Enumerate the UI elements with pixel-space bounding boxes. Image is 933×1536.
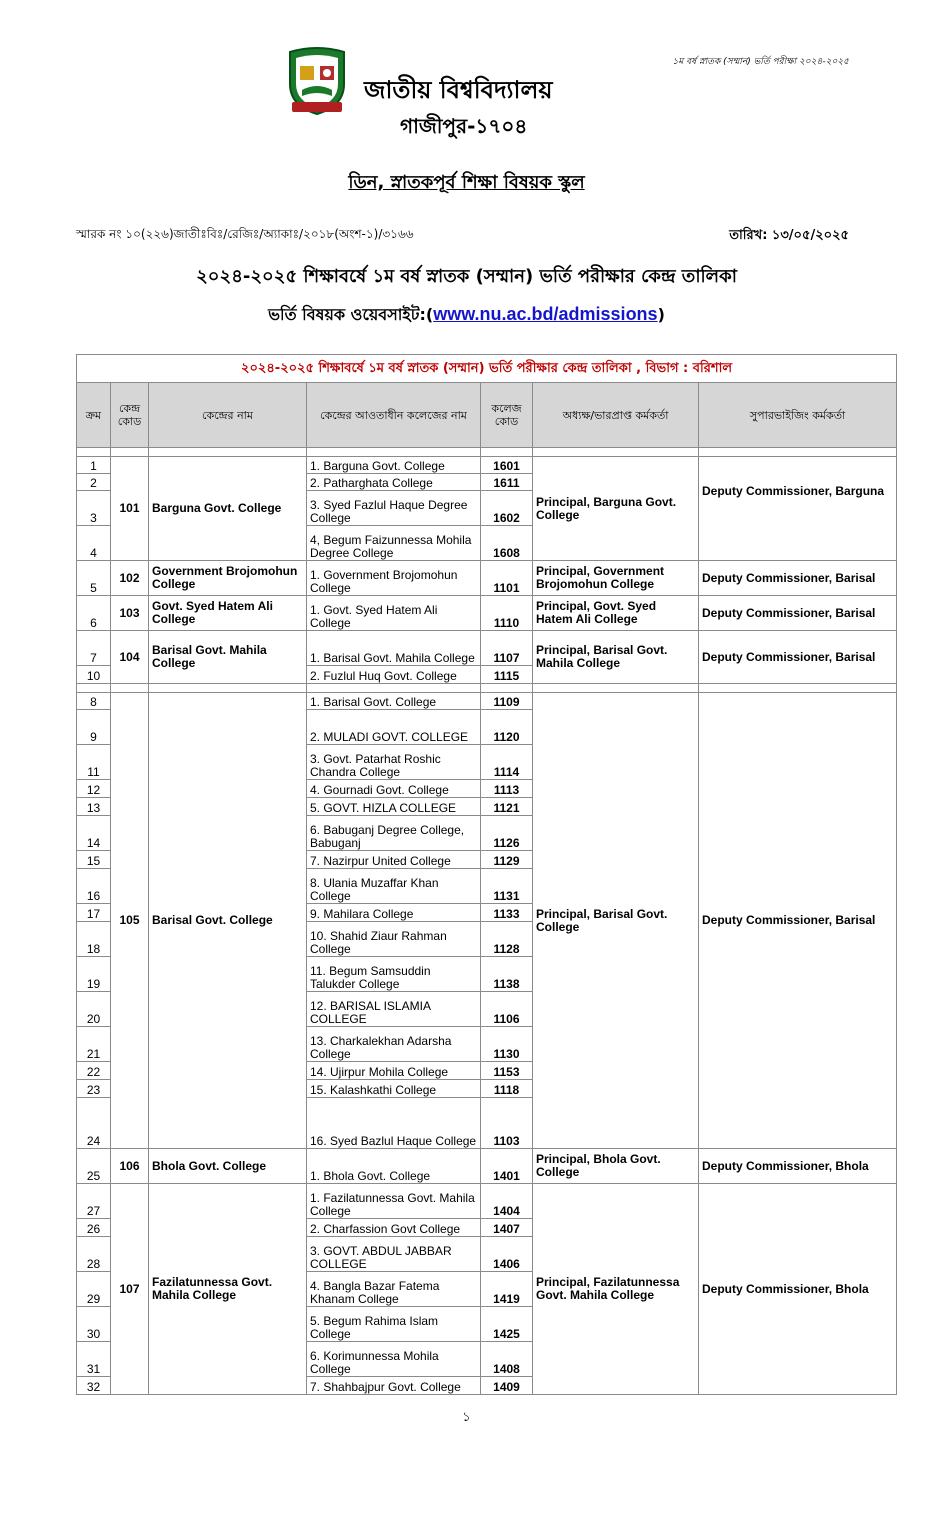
college-code-cell: 1106 [481, 992, 533, 1027]
college-code-cell: 1133 [481, 904, 533, 922]
college-code-cell: 1608 [481, 526, 533, 561]
website-line [0, 302, 933, 329]
center-code-cell: 103 [111, 596, 149, 631]
supervisor-cell: Deputy Commissioner, Barisal [699, 631, 897, 684]
header-center-name: কেন্দ্রের নাম [149, 383, 307, 448]
serial-cell: 20 [77, 992, 111, 1027]
principal-cell: Principal, Bhola Govt. College [533, 1149, 699, 1184]
serial-cell: 16 [77, 869, 111, 904]
serial-cell: 8 [77, 693, 111, 710]
center-name-cell: Bhola Govt. College [149, 1149, 307, 1184]
college-name-cell: 5. Begum Rahima Islam College [307, 1307, 481, 1342]
table-row [77, 561, 897, 596]
college-name-cell: 15. Kalashkathi College [307, 1080, 481, 1098]
school-title: ডিন, স্নাতকপূর্ব শিক্ষা বিষয়ক স্কুল [348, 172, 585, 193]
serial-cell: 7 [77, 631, 111, 666]
college-code-cell: 1120 [481, 710, 533, 745]
college-name-cell: 4. Gournadi Govt. College [307, 780, 481, 798]
center-code-cell: 106 [111, 1149, 149, 1184]
college-name-cell: 10. Shahid Ziaur Rahman College [307, 922, 481, 957]
table-row [77, 1149, 897, 1184]
center-name-cell: Barisal Govt. College [149, 693, 307, 1149]
spacer-cell [111, 684, 149, 693]
center-code-cell: 107 [111, 1184, 149, 1395]
serial-cell: 4 [77, 526, 111, 561]
college-code-cell: 1101 [481, 561, 533, 596]
spacer-row [77, 448, 897, 457]
college-name-cell: 16. Syed Bazlul Haque College [307, 1098, 481, 1149]
header-college-name: কেন্দ্রের আওতাধীন কলেজের নাম [307, 383, 481, 448]
header-center-code: কেন্দ্র কোড [111, 383, 149, 448]
website-label: ভর্তি বিষয়ক ওয়েবসাইট:( [268, 305, 434, 324]
serial-cell: 29 [77, 1272, 111, 1307]
exam-centers-table [76, 354, 897, 1395]
spacer-cell [699, 684, 897, 693]
spacer-row [77, 684, 897, 693]
center-name-cell: Govt. Syed Hatem Ali College [149, 596, 307, 631]
center-code-cell: 101 [111, 457, 149, 561]
spacer-cell [307, 448, 481, 457]
college-name-cell: 5. GOVT. HIZLA COLLEGE [307, 798, 481, 816]
college-code-cell: 1126 [481, 816, 533, 851]
college-name-cell: 1. Government Brojomohun College [307, 561, 481, 596]
serial-cell: 28 [77, 1237, 111, 1272]
serial-cell: 13 [77, 798, 111, 816]
table-caption: ২০২৪-২০২৫ শিক্ষাবর্ষে ১ম বর্ষ স্নাতক (সম্মান) ভর্তি পরীক্ষার কেন্দ্র তালিকা , বিভাগ : বরিশাল [77, 355, 897, 383]
center-name-cell: Government Brojomohun College [149, 561, 307, 596]
college-name-cell: 4. Bangla Bazar Fatema Khanam College [307, 1272, 481, 1307]
serial-cell: 27 [77, 1184, 111, 1219]
college-name-cell: 1. Fazilatunnessa Govt. Mahila College [307, 1184, 481, 1219]
supervisor-cell: Deputy Commissioner, Barisal [699, 561, 897, 596]
table-row [77, 693, 897, 710]
principal-cell: Principal, Barisal Govt. College [533, 693, 699, 1149]
principal-cell: Principal, Barisal Govt. Mahila College [533, 631, 699, 684]
college-name-cell: 9. Mahilara College [307, 904, 481, 922]
college-name-cell: 7. Shahbajpur Govt. College [307, 1377, 481, 1395]
principal-cell: Principal, Government Brojomohun College [533, 561, 699, 596]
college-name-cell: 8. Ulania Muzaffar Khan College [307, 869, 481, 904]
college-code-cell: 1601 [481, 457, 533, 474]
college-name-cell: 2. Charfassion Govt College [307, 1219, 481, 1237]
serial-cell: 21 [77, 1027, 111, 1062]
college-code-cell: 1129 [481, 851, 533, 869]
college-code-cell: 1138 [481, 957, 533, 992]
college-name-cell: 11. Begum Samsuddin Talukder College [307, 957, 481, 992]
serial-cell: 23 [77, 1080, 111, 1098]
college-code-cell: 1407 [481, 1219, 533, 1237]
college-name-cell: 13. Charkalekhan Adarsha College [307, 1027, 481, 1062]
university-city: গাজীপুর-১৭০৪ [400, 114, 528, 138]
college-code-cell: 1103 [481, 1098, 533, 1149]
college-code-cell: 1425 [481, 1307, 533, 1342]
college-name-cell: 14. Ujirpur Mohila College [307, 1062, 481, 1080]
college-name-cell: 2. MULADI GOVT. COLLEGE [307, 710, 481, 745]
website-link[interactable]: www.nu.ac.bd/admissions [433, 304, 658, 324]
page-heading: ২০২৪-২০২৫ শিক্ষাবর্ষে ১ম বর্ষ স্নাতক (সম্মান) ভর্তি পরীক্ষার কেন্দ্র তালিকা [196, 266, 737, 287]
serial-cell: 31 [77, 1342, 111, 1377]
spacer-cell [77, 684, 111, 693]
college-code-cell: 1401 [481, 1149, 533, 1184]
college-name-cell: 7. Nazirpur United College [307, 851, 481, 869]
college-code-cell: 1118 [481, 1080, 533, 1098]
serial-cell: 26 [77, 1219, 111, 1237]
college-code-cell: 1107 [481, 631, 533, 666]
center-code-cell: 102 [111, 561, 149, 596]
table-row [77, 457, 897, 474]
college-name-cell: 4, Begum Faizunnessa Mohila Degree College [307, 526, 481, 561]
college-code-cell: 1130 [481, 1027, 533, 1062]
top-note: ১ম বর্ষ স্নাতক (সম্মান) ভর্তি পরীক্ষা ২০২৪-২০২৫ [672, 57, 849, 67]
memo-date: তারিখ: ১৩/০৫/২০২৫ [729, 228, 849, 243]
spacer-cell [533, 448, 699, 457]
college-name-cell: 1. Barisal Govt. College [307, 693, 481, 710]
serial-cell: 14 [77, 816, 111, 851]
center-code-cell: 104 [111, 631, 149, 684]
header-supervisor: সুপারভাইজিং কর্মকর্তা [699, 383, 897, 448]
college-code-cell: 1419 [481, 1272, 533, 1307]
college-code-cell: 1406 [481, 1237, 533, 1272]
serial-cell: 30 [77, 1307, 111, 1342]
principal-cell: Principal, Govt. Syed Hatem Ali College [533, 596, 699, 631]
college-code-cell: 1131 [481, 869, 533, 904]
header-principal: অধ্যক্ষ/ভারপ্রাপ্ত কর্মকর্তা [533, 383, 699, 448]
supervisor-cell: Deputy Commissioner, Bhola [699, 1149, 897, 1184]
college-name-cell: 2. Patharghata College [307, 474, 481, 491]
college-name-cell: 3. Syed Fazlul Haque Degree College [307, 491, 481, 526]
college-name-cell: 1. Barisal Govt. Mahila College [307, 631, 481, 666]
college-name-cell: 6. Babuganj Degree College, Babuganj [307, 816, 481, 851]
serial-cell: 5 [77, 561, 111, 596]
spacer-cell [77, 448, 111, 457]
serial-cell: 3 [77, 491, 111, 526]
serial-cell: 22 [77, 1062, 111, 1080]
serial-cell: 12 [77, 780, 111, 798]
serial-cell: 19 [77, 957, 111, 992]
serial-cell: 24 [77, 1098, 111, 1149]
supervisor-cell: Deputy Commissioner, Barguna [699, 457, 897, 561]
supervisor-cell: Deputy Commissioner, Barisal [699, 693, 897, 1149]
college-code-cell: 1611 [481, 474, 533, 491]
college-code-cell: 1109 [481, 693, 533, 710]
college-code-cell: 1128 [481, 922, 533, 957]
college-code-cell: 1153 [481, 1062, 533, 1080]
college-name-cell: 12. BARISAL ISLAMIA COLLEGE [307, 992, 481, 1027]
college-code-cell: 1404 [481, 1184, 533, 1219]
college-name-cell: 2. Fuzlul Huq Govt. College [307, 666, 481, 684]
university-seal-icon [286, 44, 348, 116]
serial-cell: 17 [77, 904, 111, 922]
center-name-cell: Barisal Govt. Mahila College [149, 631, 307, 684]
college-name-cell: 1. Govt. Syed Hatem Ali College [307, 596, 481, 631]
serial-cell: 25 [77, 1149, 111, 1184]
spacer-cell [699, 448, 897, 457]
spacer-cell [149, 684, 307, 693]
serial-cell: 15 [77, 851, 111, 869]
website-close: ) [657, 305, 665, 324]
university-name: জাতীয় বিশ্ববিদ্যালয় [364, 76, 553, 104]
serial-cell: 9 [77, 710, 111, 745]
serial-cell: 18 [77, 922, 111, 957]
serial-cell: 1 [77, 457, 111, 474]
college-code-cell: 1114 [481, 745, 533, 780]
serial-cell: 32 [77, 1377, 111, 1395]
college-name-cell: 3. Govt. Patarhat Roshic Chandra College [307, 745, 481, 780]
serial-cell: 6 [77, 596, 111, 631]
table-row [77, 596, 897, 631]
college-code-cell: 1409 [481, 1377, 533, 1395]
memo-number: স্মারক নং ১০(২২৬)জাতীঃবিঃ/রেজিঃ/অ্যাকাঃ/২০১৮(অংশ-১)/৩১৬৬ [76, 227, 414, 241]
spacer-cell [481, 684, 533, 693]
college-code-cell: 1602 [481, 491, 533, 526]
center-name-cell: Barguna Govt. College [149, 457, 307, 561]
principal-cell: Principal, Fazilatunnessa Govt. Mahila College [533, 1184, 699, 1395]
header-college-code: কলেজ কোড [481, 383, 533, 448]
college-code-cell: 1115 [481, 666, 533, 684]
college-name-cell: 1. Barguna Govt. College [307, 457, 481, 474]
serial-cell: 2 [77, 474, 111, 491]
center-name-cell: Fazilatunnessa Govt. Mahila College [149, 1184, 307, 1395]
table-row [77, 1184, 897, 1219]
college-code-cell: 1121 [481, 798, 533, 816]
spacer-cell [481, 448, 533, 457]
college-name-cell: 1. Bhola Govt. College [307, 1149, 481, 1184]
supervisor-cell: Deputy Commissioner, Bhola [699, 1184, 897, 1395]
page-number: ১ [462, 1410, 471, 1425]
college-code-cell: 1408 [481, 1342, 533, 1377]
spacer-cell [533, 684, 699, 693]
serial-cell: 11 [77, 745, 111, 780]
header-serial: ক্রম [77, 383, 111, 448]
college-name-cell: 6. Korimunnessa Mohila College [307, 1342, 481, 1377]
spacer-cell [307, 684, 481, 693]
center-code-cell: 105 [111, 693, 149, 1149]
college-code-cell: 1110 [481, 596, 533, 631]
spacer-cell [111, 448, 149, 457]
table-row [77, 631, 897, 666]
spacer-cell [149, 448, 307, 457]
college-code-cell: 1113 [481, 780, 533, 798]
principal-cell: Principal, Barguna Govt. College [533, 457, 699, 561]
college-name-cell: 3. GOVT. ABDUL JABBAR COLLEGE [307, 1237, 481, 1272]
serial-cell: 10 [77, 666, 111, 684]
supervisor-cell: Deputy Commissioner, Barisal [699, 596, 897, 631]
